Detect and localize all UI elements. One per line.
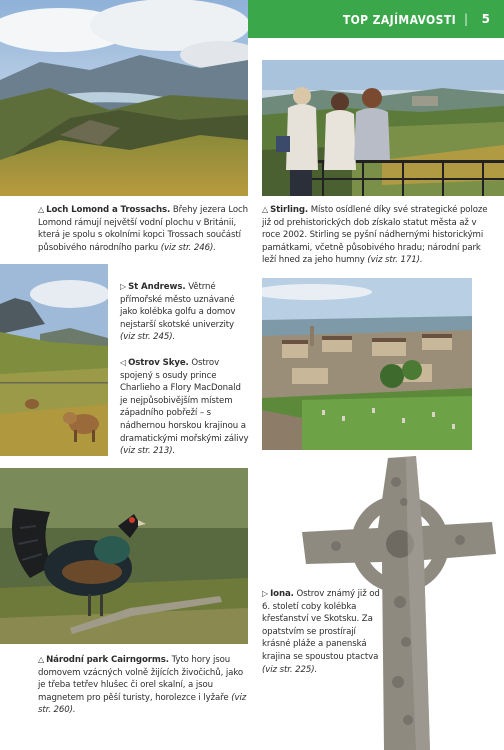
page-number: 5: [481, 12, 490, 26]
caption-title: Loch Lomond a Trossachs.: [46, 205, 171, 215]
caption-body: Tyto hory jsou domovem vzácných volně žijících živočichů, jako je třeba tetřev hlušec či orel skalní, a jsou magnetem pro pěší turisty, horolezce i lyžaře: [38, 655, 244, 703]
caption-title: Iona.: [270, 589, 294, 599]
photo-loch-lomond: [0, 0, 248, 196]
caption-body: Břehy jezera Loch Lomond rámují největší vodní plochu v Británii, která je spolu s okolními kopci Trossach součástí působivého národního parku: [38, 205, 249, 253]
caption-stirling: [262, 204, 496, 267]
caption-st-andrews: [120, 281, 250, 344]
caption-title: St Andrews.: [128, 282, 186, 292]
triangle-right-icon: ▷: [262, 589, 269, 598]
caption-body: Ostrov spojený s osudy prince Charlieho a Flory MacDonald je nejpůsobivějším místem západního pobřeží – s nádhernou horskou krajinou a dramatickými mořskými zálivy: [120, 358, 249, 444]
caption-loch-lomond: [38, 204, 248, 254]
caption-cairngorms: [38, 654, 250, 717]
triangle-up-icon: △: [262, 205, 269, 214]
page-reference: (viz str. 246).: [160, 242, 216, 253]
caption-title: Národní park Cairngorms.: [46, 655, 169, 665]
caption-skye: [120, 357, 250, 458]
photo-st-andrews: [262, 278, 472, 450]
caption-title: Stirling.: [270, 205, 309, 215]
triangle-left-icon: ◁: [120, 358, 127, 367]
page-reference: (viz str. 245).: [120, 332, 176, 343]
triangle-up-icon: △: [38, 655, 45, 664]
page-reference: (viz str. 260).: [38, 692, 247, 716]
page-reference: (viz str. 225).: [262, 664, 318, 675]
page-reference: (viz str. 213).: [120, 446, 176, 457]
caption-body: Větrné přímořské město uznávané jako kolébka golfu a domov nejstarší skotské univerzity: [120, 282, 236, 330]
photo-skye: [0, 264, 108, 456]
page-reference: (viz str. 171).: [367, 255, 423, 266]
caption-iona: [262, 588, 382, 676]
photo-stirling: [262, 60, 504, 196]
caption-title: Ostrov Skye.: [128, 358, 189, 368]
photo-cairngorms: [0, 468, 248, 644]
section-title: TOP ZAJÍMAVOSTI: [342, 13, 456, 27]
triangle-up-icon: △: [38, 205, 45, 214]
header-band: [248, 0, 504, 38]
caption-body: Místo osídlené díky své strategické poloze již od prehistorických dob získalo statut města až v roce 2002. Stirling se pyšní nádhernými historickými památkami, včetně působivého hradu; národní park leží hned za jeho humny: [262, 205, 488, 266]
caption-body: Ostrov známý již od 6. století coby kolébka křesťanství ve Skotsku. Za opatstvím se prostírají krásné pláže a panenská krajina se spoustou ptactva: [262, 589, 380, 662]
header-separator: |: [463, 12, 468, 26]
triangle-right-icon: ▷: [120, 282, 127, 291]
